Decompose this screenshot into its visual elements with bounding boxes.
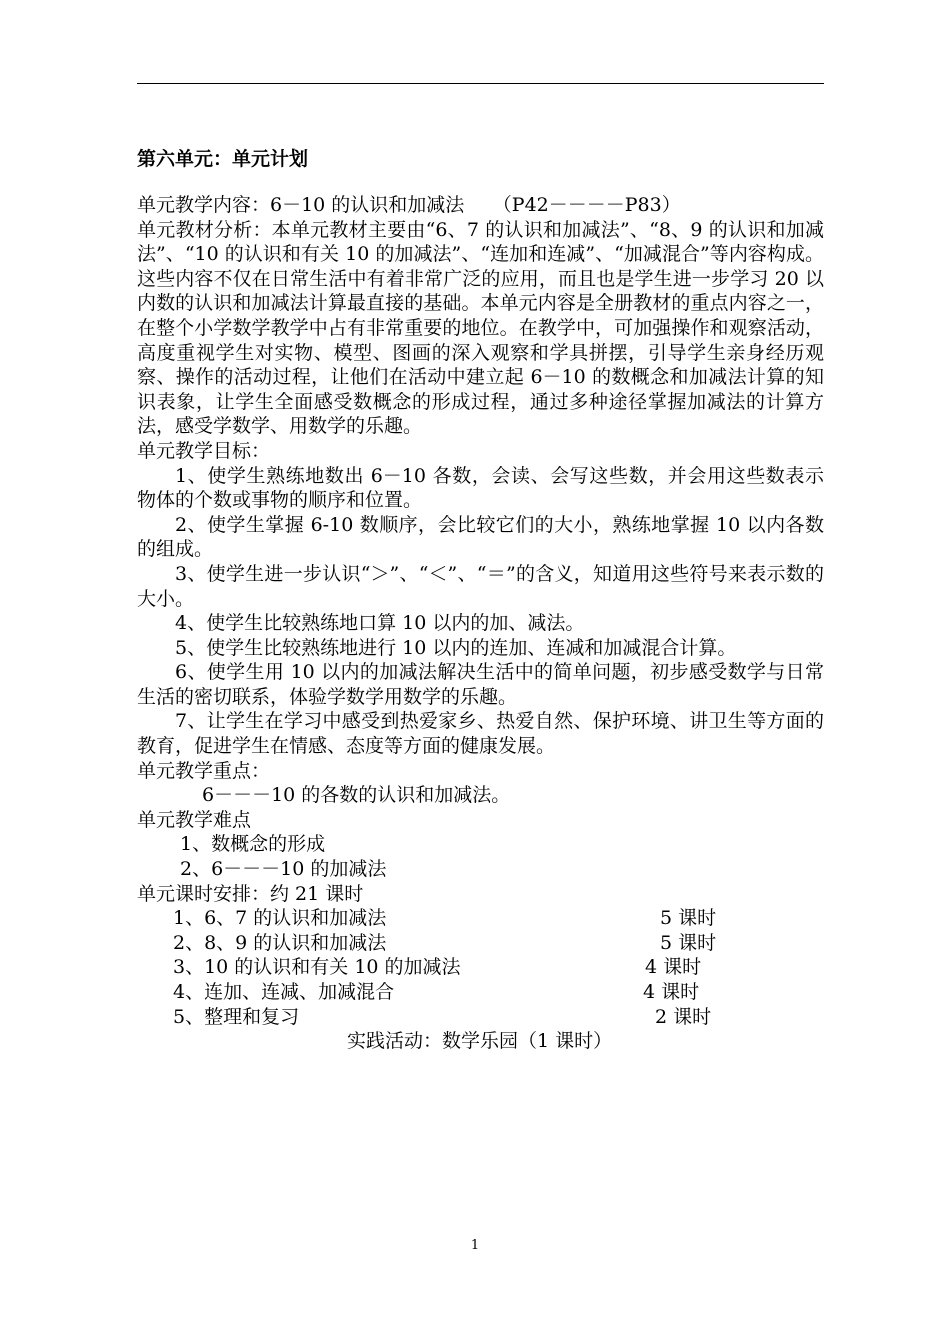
goal-item: 3、使学生进一步认识“＞”、“＜”、“＝”的含义，知道用这些符号来表示数的大小。: [137, 562, 824, 610]
content-line: 单元教学内容：6－10 的认识和加减法 （P42－－－－P83）: [137, 194, 681, 216]
key-point: 6－－－10 的各数的认识和加减法。: [202, 784, 511, 807]
schedule-heading: 单元课时安排：约 21 课时: [137, 882, 364, 905]
schedule-label: 4、连加、连减、加减混合: [173, 981, 395, 1003]
goal-item: 4、使学生比较熟练地口算 10 以内的加、减法。: [175, 612, 585, 635]
goal-item: 7、让学生在学习中感受到热爱家乡、热爱自然、保护环境、讲卫生等方面的教育，促进学生在情感、态度等方面的健康发展。: [137, 710, 824, 758]
goal-item: 2、使学生掌握 6-10 数顺序，会比较它们的大小，熟练地掌握 10 以内各数的组成。: [137, 513, 824, 561]
goals-heading: 单元教学目标：: [137, 439, 271, 462]
goal-item: 1、使学生熟练地数出 6－10 各数，会读、会写这些数，并会用这些数表示物体的个数或事物的顺序和位置。: [137, 464, 824, 512]
schedule-row: [137, 931, 824, 956]
schedule-hours: 4 课时: [643, 981, 700, 1003]
schedule-hours: 2 课时: [655, 1005, 712, 1028]
difficulty-item: 2、6－－－10 的加减法: [180, 858, 387, 881]
header-rule: [137, 83, 824, 84]
schedule-hours: 5 课时: [660, 907, 717, 930]
schedule-label: 5、整理和复习: [173, 1005, 300, 1028]
schedule-hours: 4 课时: [645, 956, 702, 979]
schedule-hours: 5 课时: [660, 931, 717, 954]
schedule-row: [137, 980, 824, 1005]
page-number: 1: [470, 1238, 480, 1253]
material-analysis: 单元教材分析：本单元教材主要由“6、7 的认识和加减法”、“8、9 的认识和加减法”、“10 的认识和有关 10 的加减法”、“连加和连减”、“加减混合”等内容构成。这些内容不仅在日常生活中有着非常广泛的应用，而且也是学生进一步学习 20 以内数的认识和加减法计算最直接的基础。本单元内容是全册教材的重点内容之一，在整个小学数学教学中占有非常重要的地位。在教学中，可加强操作和观察活动，高度重视学生对实物、模型、图画的深入观察和学具拼摆，引导学生亲身经历观察、操作的活动过程，让他们在活动中建立起 6－10 的数概念和加减法计算的知识表象，让学生全面感受数概念的形成过程，通过多种途径掌握加减法的计算方法，感受学数学、用数学的乐趣。: [137, 218, 824, 438]
goal-item: 5、使学生比较熟练地进行 10 以内的连加、连减和加减混合计算。: [175, 636, 737, 659]
schedule-label: 1、6、7 的认识和加减法: [173, 907, 387, 930]
unit-title: 第六单元：单元计划: [137, 148, 309, 170]
schedule-label: 3、10 的认识和有关 10 的加减法: [173, 956, 461, 979]
document-body: [137, 193, 824, 1054]
practice-activity: [137, 1029, 824, 1054]
schedule-label: 2、8、9 的认识和加减法: [173, 931, 387, 954]
difficulty-heading: 单元教学难点: [137, 808, 252, 831]
schedule-row: [137, 955, 824, 980]
practice-activity-text: 实践活动：数学乐园（1 课时）: [347, 1030, 613, 1053]
key-heading: 单元教学重点：: [137, 759, 271, 782]
schedule-row: [137, 1005, 824, 1030]
goal-item: 6、使学生用 10 以内的加减法解决生活中的简单问题，初步感受数学与日常生活的密切联系，体验学数学用数学的乐趣。: [137, 661, 824, 708]
schedule-row: [137, 906, 824, 931]
difficulty-item: 1、数概念的形成: [180, 833, 326, 856]
